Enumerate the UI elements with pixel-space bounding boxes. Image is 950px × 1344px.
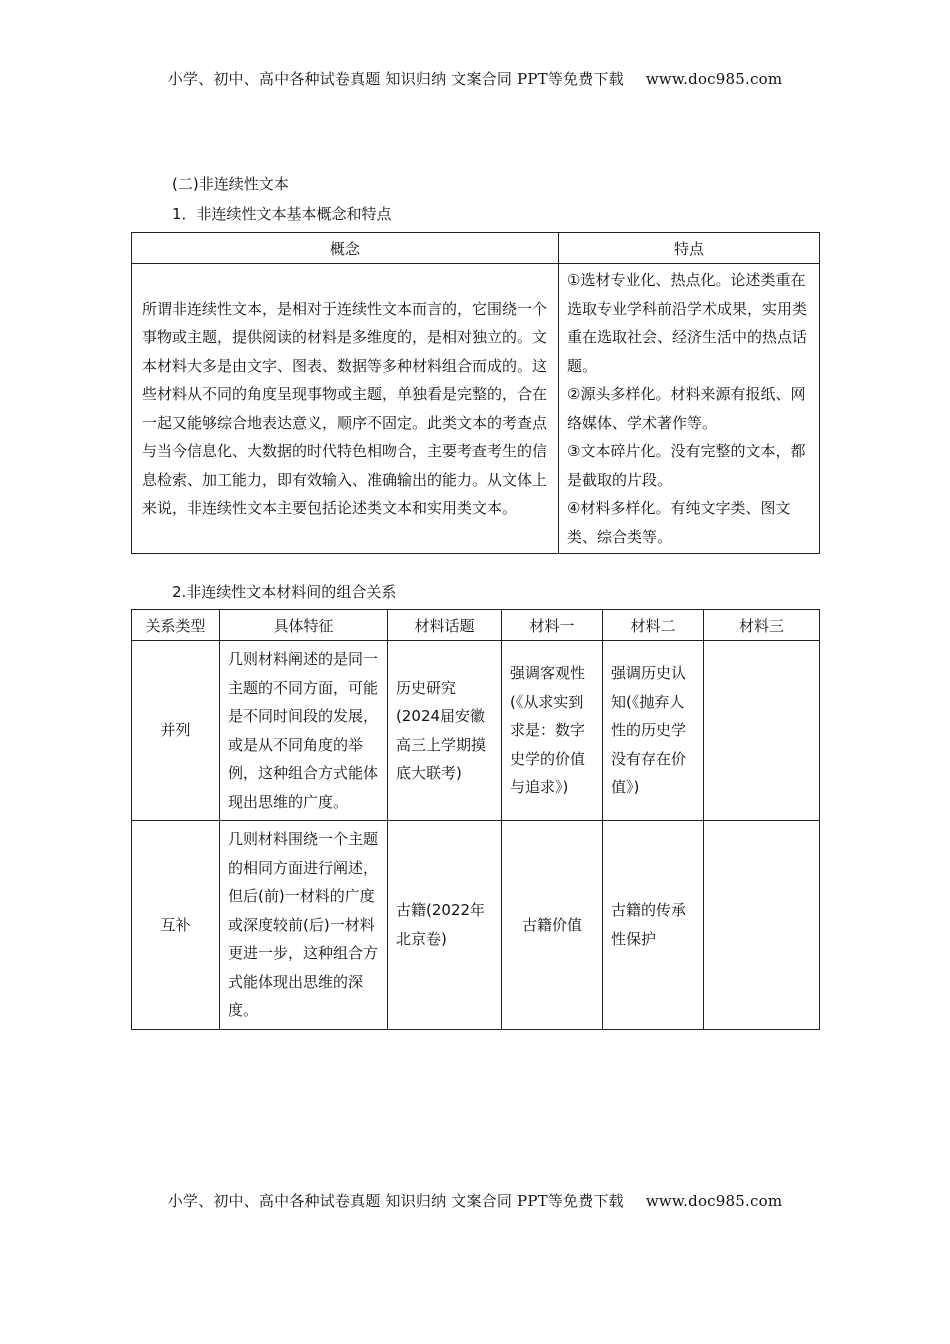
concept-features-table <box>131 232 820 554</box>
header-material-3: 材料三 <box>704 610 820 641</box>
relation-type-cell: 并列 <box>132 641 220 821</box>
topic-cell: 历史研究(2024届安徽高三上学期摸底大联考) <box>388 641 502 821</box>
page-footer <box>0 1190 950 1211</box>
page-header <box>0 68 950 89</box>
concept-cell: 所谓非连续性文本，是相对于连续性文本而言的，它围绕一个事物或主题，提供阅读的材料是多维度的，是相对独立的。文本材料大多是由文字、图表、数据等多种材料组合而成的。这些材料从不同的角度呈现事物或主题，单独看是完整的，合在一起又能够综合地表达意义，顺序不固定。此类文本的考查点与当今信息化、大数据的时代特色相吻合，主要考查考生的信息检索、加工能力，即有效输入、准确输出的能力。从文体上来说，非连续性文本主要包括论述类文本和实用类文本。 <box>132 264 559 554</box>
features-cell <box>559 264 820 554</box>
table-row <box>132 641 820 821</box>
header-material-1: 材料一 <box>502 610 603 641</box>
topic-cell: 古籍(2022年北京卷) <box>388 821 502 1030</box>
material-2-cell: 强调历史认知(《抛弃人性的历史学没有存在价值》) <box>603 641 704 821</box>
header-material-topic: 材料话题 <box>388 610 502 641</box>
material-1-cell: 强调客观性(《从求实到求是：数字史学的价值与追求》) <box>502 641 603 821</box>
header-specific-features: 具体特征 <box>220 610 388 641</box>
feature-item: ③文本碎片化。没有完整的文本，都是截取的片段。 <box>567 442 806 489</box>
footer-text: 小学、初中、高中各种试卷真题 知识归纳 文案合同 PPT等免费下载 <box>167 1192 624 1210</box>
header-concept: 概念 <box>132 233 559 264</box>
combination-relations-table <box>131 609 820 1030</box>
material-3-cell <box>704 821 820 1030</box>
subsection-title-1: 1．非连续性文本基本概念和特点 <box>172 205 392 223</box>
header-material-2: 材料二 <box>603 610 704 641</box>
header-site[interactable]: www.doc985.com <box>645 70 783 88</box>
material-1-cell: 古籍价值 <box>502 821 603 1030</box>
relation-type-cell: 互补 <box>132 821 220 1030</box>
header-text: 小学、初中、高中各种试卷真题 知识归纳 文案合同 PPT等免费下载 <box>167 70 624 88</box>
material-2-cell: 古籍的传承性保护 <box>603 821 704 1030</box>
section-title: (二)非连续性文本 <box>172 175 289 193</box>
feature-item: ②源头多样化。材料来源有报纸、网络媒体、学术著作等。 <box>567 385 806 432</box>
table-row <box>132 264 820 554</box>
header-relation-type: 关系类型 <box>132 610 220 641</box>
feature-item: ④材料多样化。有纯文字类、图文类、综合类等。 <box>567 499 791 546</box>
feature-cell: 几则材料阐述的是同一主题的不同方面，可能是不同时间段的发展，或是从不同角度的举例，这种组合方式能体现出思维的广度。 <box>220 641 388 821</box>
footer-site[interactable]: www.doc985.com <box>645 1192 783 1210</box>
material-3-cell <box>704 641 820 821</box>
table-header-row <box>132 610 820 641</box>
header-features: 特点 <box>559 233 820 264</box>
table-row <box>132 821 820 1030</box>
table-header-row <box>132 233 820 264</box>
subsection-title-2: 2.非连续性文本材料间的组合关系 <box>172 583 397 601</box>
feature-item: ①选材专业化、热点化。论述类重在选取专业学科前沿学术成果，实用类重在选取社会、经济生活中的热点话题。 <box>567 271 808 375</box>
feature-cell: 几则材料围绕一个主题的相同方面进行阐述，但后(前)一材料的广度或深度较前(后)一材料更进一步，这种组合方式能体现出思维的深度。 <box>220 821 388 1030</box>
